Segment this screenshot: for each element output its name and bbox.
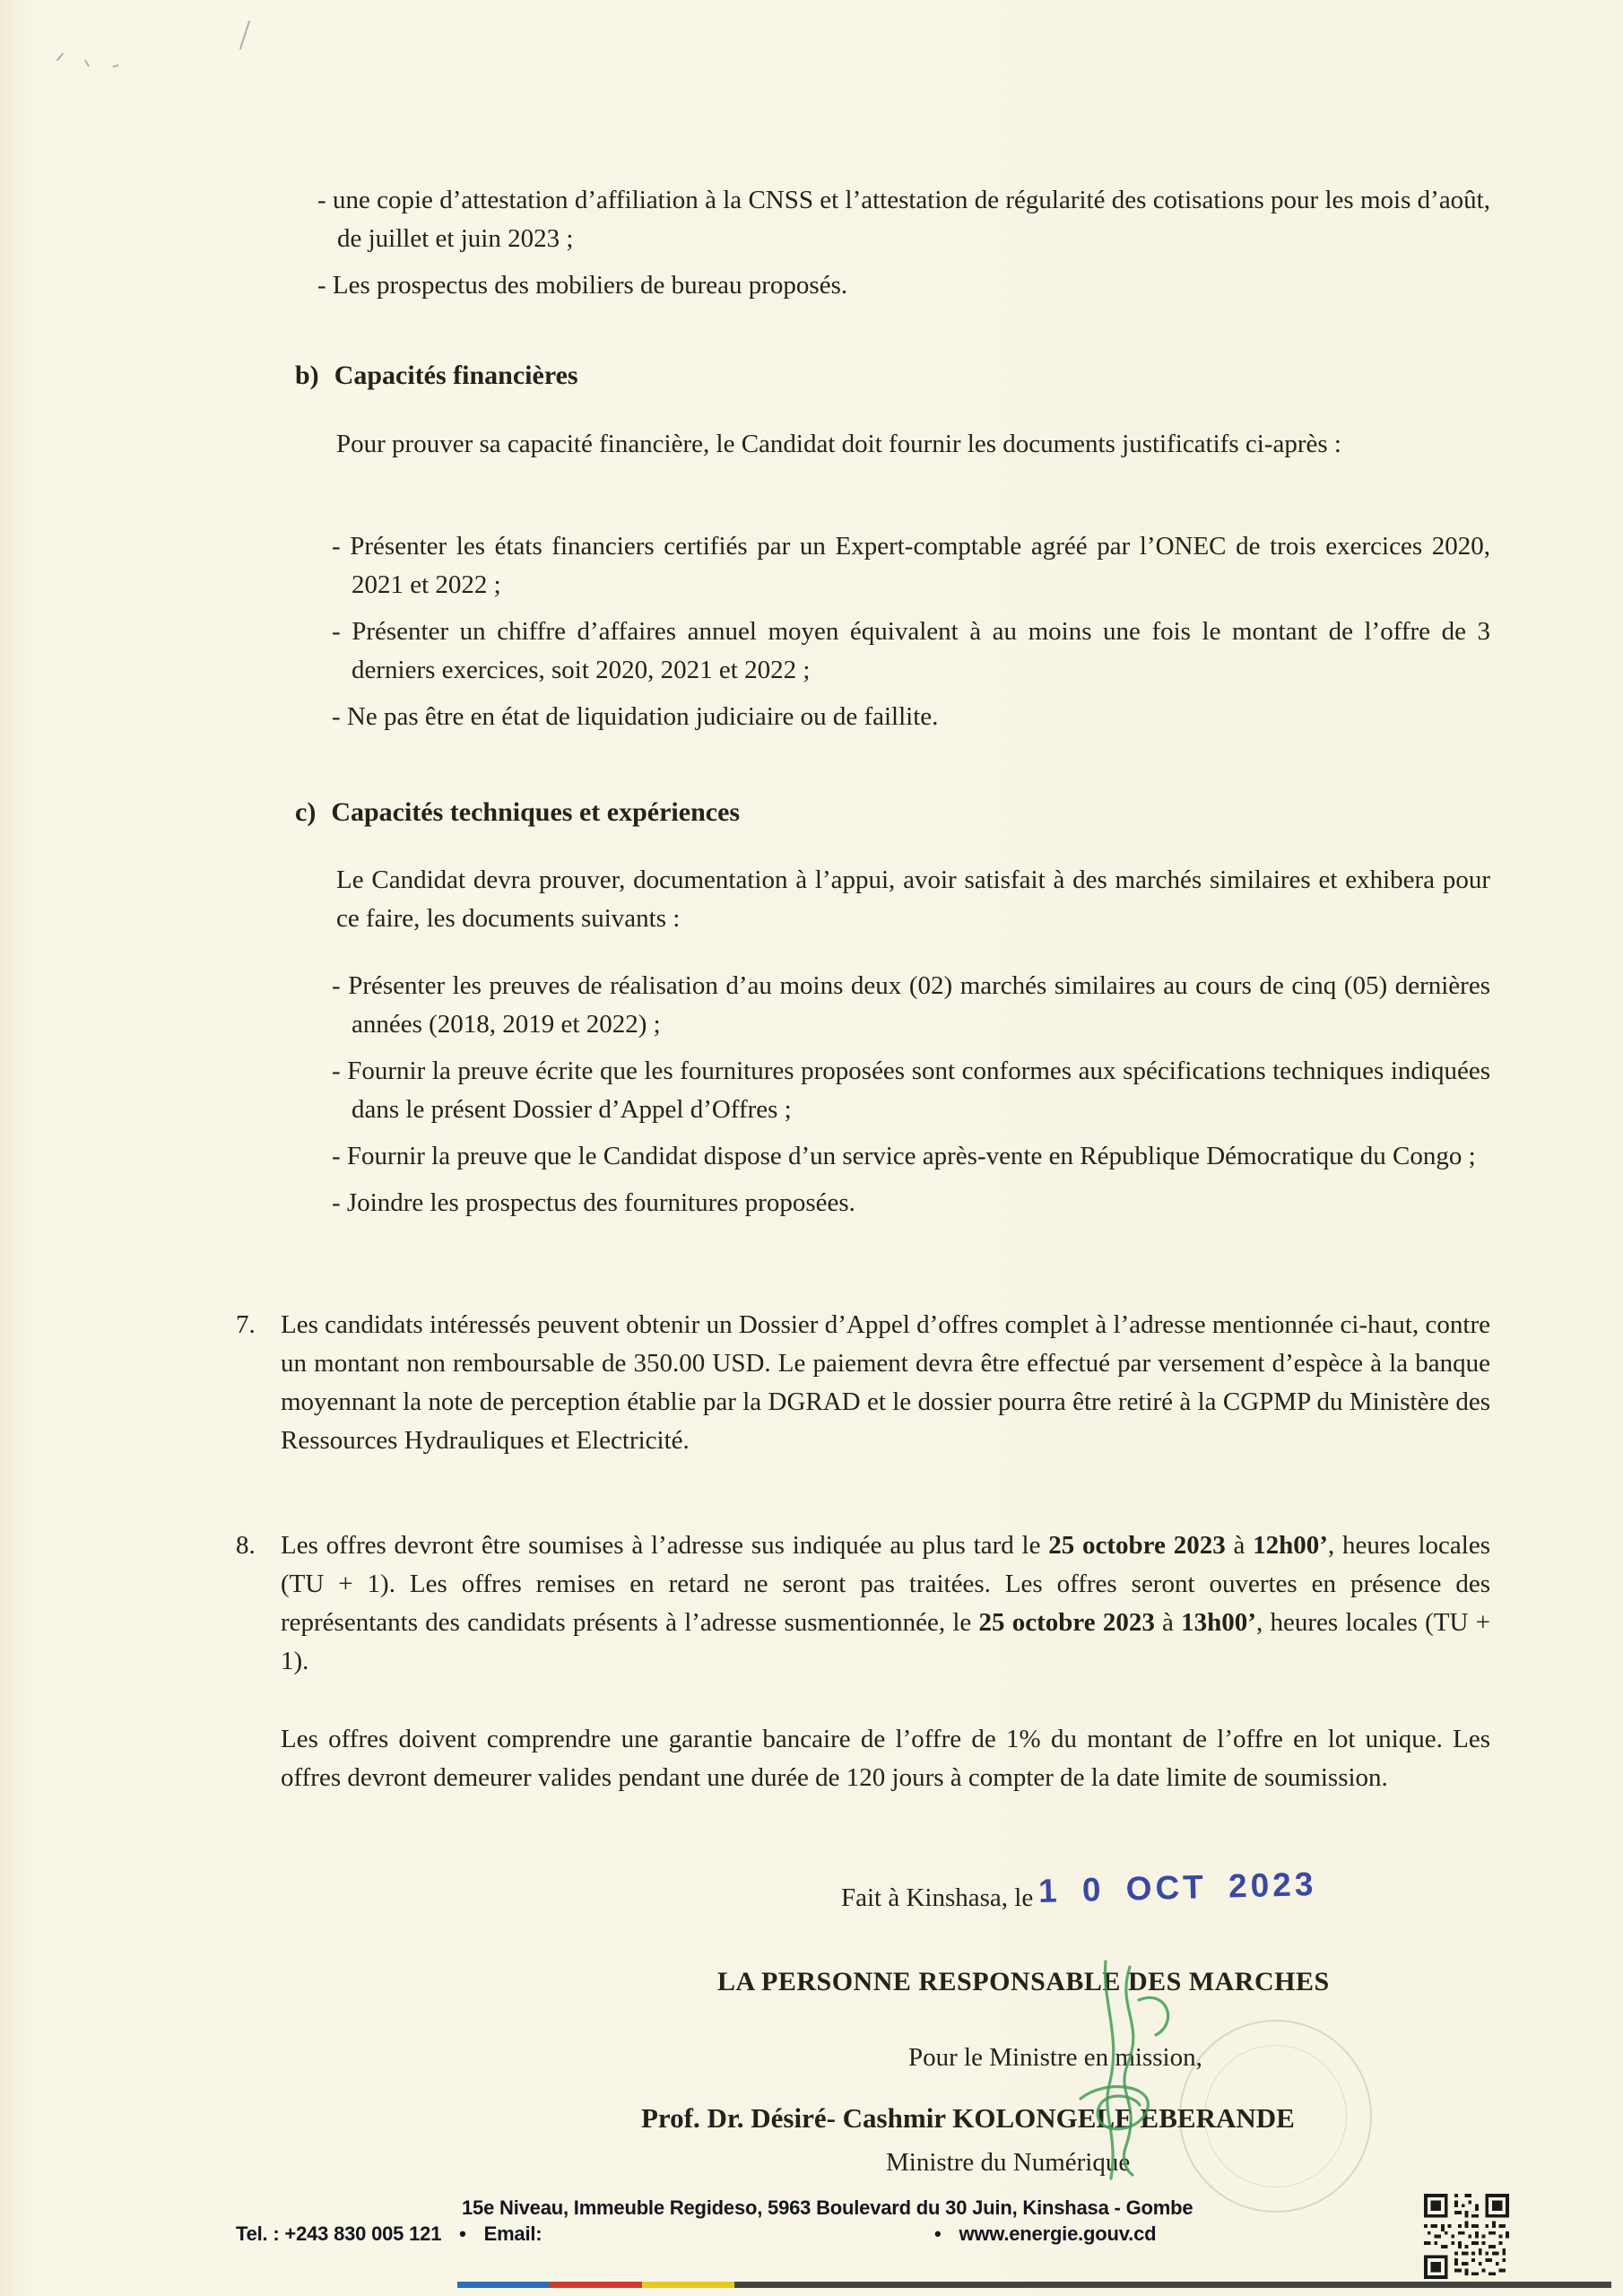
item-text: Les candidats intéressés peuvent obtenir un Dossier d’Appel d’offres complet à l’adresse mentionnée ci-haut, contre un montant non remboursable de 350.00 USD. Le paiement devra être effectué par versement d’espèce à la banque moyennant la note de perception établie par la DGRAD et le dossier pourra être retiré à la CGPMP du Ministère des Ressources Hydrauliques et Electricité. <box>281 1310 1490 1455</box>
item-number: 7. <box>236 1310 256 1339</box>
bullet-item: - Présenter les états financiers certifiés par un Expert-comptable agréé par l’ONEC de trois exercices 2020, 2021 et 2022 ; <box>332 532 1490 599</box>
pencil-mark <box>84 59 90 67</box>
text-segment: , heures locales (TU + 1). Les offres remises en retard ne seront pas traitées. Les offres seront ouvertes en présence des représentants des candidats présents à l’adresse susmentionnée, le <box>281 1531 1491 1637</box>
section-title: Capacités financières <box>334 361 578 390</box>
bullet-item: - Présenter un chiffre d’affaires annuel moyen équivalent à au moins une fois le montant de l’offre de 3 derniers exercices, soit 2020, 2021 et 2022 ; <box>332 617 1490 684</box>
signatory-name: Prof. Dr. Désiré- Cashmir KOLONGELE EBERANDE <box>641 2102 1295 2134</box>
bold-date: 25 octobre 2023 <box>1048 1531 1226 1560</box>
section-c-heading <box>295 795 740 831</box>
closing-paragraph: Les offres doivent comprendre une garantie bancaire de l’offre de 1% du montant de l’offre en lot unique. Les offres devront demeurer valides pendant une durée de 120 jours à compter de la date limite de soumission. <box>281 1725 1490 1792</box>
bullet-item: - Les prospectus des mobiliers de bureau proposés. <box>317 271 848 300</box>
pencil-mark <box>56 53 65 62</box>
intro-bullet-list <box>317 181 1490 313</box>
bullet-item: - une copie d’attestation d’affiliation à la CNSS et l’attestation de régularité des cotisations pour les mois d’août, de juillet et juin 2023 ; <box>317 186 1490 253</box>
footer-tel: Tel. : +243 830 005 121 <box>236 2222 442 2245</box>
section-b-bullets <box>332 527 1490 744</box>
footer-address: 15e Niveau, Immeuble Regideso, 5963 Boulevard du 30 Juin, Kinshasa - Gombe <box>462 2196 1193 2219</box>
bottom-rule <box>734 2282 1611 2288</box>
item-number: 8. <box>236 1531 256 1560</box>
section-b-intro: Pour prouver sa capacité financière, le Candidat doit fournir les documents justificatifs ci-après : <box>336 430 1341 458</box>
section-b-heading <box>295 358 578 394</box>
text-segment: , heures locales (TU + 1). <box>281 1608 1491 1675</box>
pencil-mark <box>239 21 250 50</box>
bullet-item: - Ne pas être en état de liquidation judiciaire ou de faillite. <box>332 702 939 731</box>
signature-scribble <box>991 1960 1242 2186</box>
text-segment: à <box>1154 1608 1182 1637</box>
bottom-bar-yellow <box>642 2282 734 2288</box>
bold-date: 25 octobre 2023 <box>978 1608 1155 1637</box>
bold-time: 12h00’ <box>1253 1531 1328 1560</box>
bullet-item: - Fournir la preuve que le Candidat dispose d’un service après-vente en République Démocratique du Congo ; <box>332 1142 1476 1170</box>
section-c-intro: Le Candidat devra prouver, documentation à l’appui, avoir satisfait à des marchés similaires et exhibera pour ce faire, les documents suivants : <box>336 865 1490 933</box>
footer-email-label: Email: <box>483 2222 542 2245</box>
section-label: b) <box>295 361 319 390</box>
section-title: Capacités techniques et expériences <box>331 797 741 827</box>
footer-contact <box>236 2222 542 2246</box>
text-segment: à <box>1225 1531 1254 1560</box>
bottom-bar-blue <box>457 2282 550 2288</box>
bullet-item: - Fournir la preuve écrite que les fournitures proposées sont conformes aux spécifications techniques indiquées dans le présent Dossier d’Appel d’Offres ; <box>332 1057 1490 1124</box>
date-stamp: 1 0 OCT 2023 <box>1037 1865 1317 1910</box>
pencil-mark <box>112 65 118 68</box>
qr-code <box>1424 2194 1509 2279</box>
section-c-bullets <box>332 967 1490 1231</box>
numbered-item-8 <box>236 1526 1490 1681</box>
bottom-bar-red <box>550 2282 642 2288</box>
bullet-item: - Présenter les preuves de réalisation d’au moins deux (02) marchés similaires au cours de cinq (05) dernières années (2018, 2019 et 2022) ; <box>332 971 1490 1039</box>
bullet-item: - Joindre les prospectus des fournitures proposées. <box>332 1188 855 1217</box>
section-label: c) <box>295 797 317 827</box>
item-text <box>281 1526 1490 1681</box>
date-line: Fait à Kinshasa, le <box>841 1883 1034 1912</box>
responsible-title: LA PERSONNE RESPONSABLE DES MARCHES <box>717 1967 1330 1996</box>
footer-url: www.energie.gouv.cd <box>959 2222 1157 2245</box>
footer-website <box>934 2222 1156 2246</box>
for-minister-line: Pour le Ministre en mission, <box>908 2043 1202 2072</box>
text-segment: Les offres devront être soumises à l’adresse sus indiquée au plus tard le <box>281 1531 1049 1560</box>
bullet-separator: • <box>934 2222 942 2245</box>
numbered-item-7 <box>236 1306 1490 1460</box>
bold-time: 13h00’ <box>1181 1608 1256 1637</box>
bullet-separator: • <box>459 2222 466 2245</box>
signatory-title: Ministre du Numérique <box>886 2148 1131 2177</box>
